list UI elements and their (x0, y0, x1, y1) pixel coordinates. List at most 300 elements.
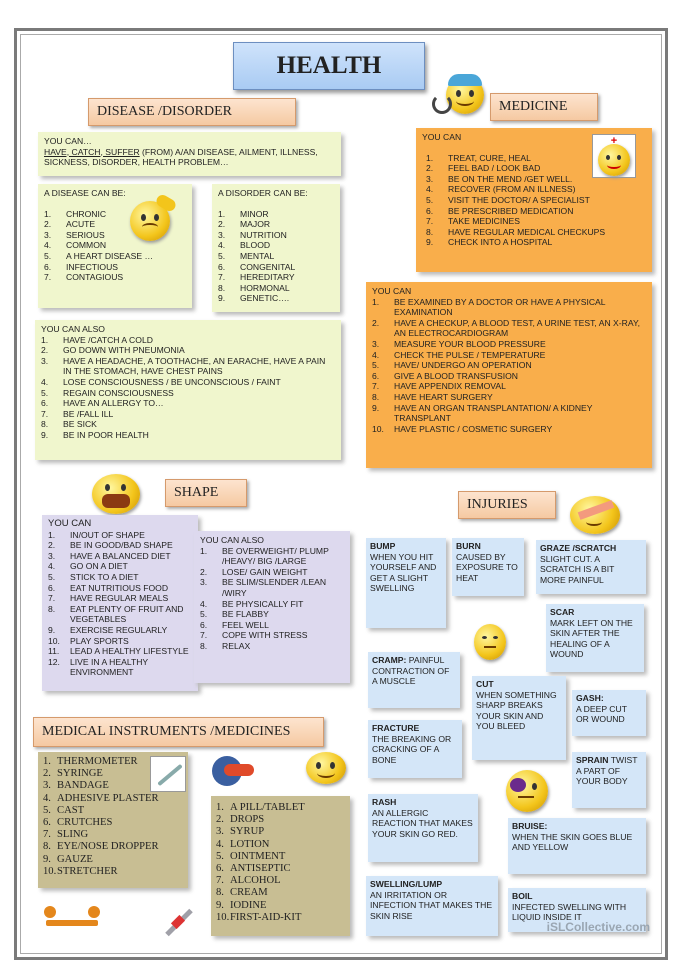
list-number: 1. (44, 208, 52, 219)
list-text: HAVE REGULAR MEALS (70, 593, 169, 604)
intro-line-2-rest: (FROM) A/AN DISEASE, AILMENT, ILLNESS, (139, 146, 318, 157)
list-number: 1. (48, 529, 56, 540)
rash-desc: AN ALLERGIC REACTION THAT MAKES YOUR SKIN GO RED. (372, 807, 473, 839)
list-number: 6. (41, 398, 49, 409)
label-instruments: MEDICAL INSTRUMENTS /MEDICINES (33, 717, 324, 747)
list-item (43, 829, 183, 841)
list-text: RECOVER (FROM AN ILLNESS) (448, 184, 576, 195)
list-text: BE IN GOOD/BAD SHAPE (70, 540, 173, 551)
list-item (426, 227, 646, 238)
list-number: 10. (48, 635, 60, 646)
list-text: CREAM (230, 887, 268, 899)
list-number: 5. (426, 194, 434, 205)
list-text: HAVE AN ORGAN TRANSPLANTATION/ A KIDNEY TRANSPLANT (394, 402, 593, 424)
thermometer-icon (150, 756, 186, 792)
bruised-face-icon (506, 770, 548, 812)
list-number: 4. (44, 240, 52, 251)
list-text: MINOR (240, 208, 269, 219)
list-number: 2. (216, 814, 224, 826)
fracture-desc: THE BREAKING OR CRACKING OF A BONE (372, 733, 452, 765)
sick-face-icon (130, 201, 170, 241)
list-number: 4. (218, 240, 226, 251)
list-number: 2. (43, 768, 51, 780)
intro-line-2 (44, 147, 335, 158)
list-number: 6. (216, 863, 224, 875)
list-text: FEEL WELL (222, 619, 269, 630)
list-number: 7. (48, 593, 56, 604)
list-number: 9. (216, 899, 224, 911)
page-title: HEALTH (233, 42, 425, 90)
list-item (41, 430, 335, 441)
list-item (218, 219, 334, 230)
list-number: 4. (372, 349, 380, 360)
list-item (372, 318, 646, 339)
shape-box-2 (194, 531, 350, 683)
list-text: CONGENITAL (240, 261, 296, 272)
list-number: 9. (218, 293, 226, 304)
list-text: SLING (57, 829, 89, 841)
list-item (372, 371, 646, 382)
list-number: 7. (200, 630, 208, 641)
list-text: CHECK INTO A HOSPITAL (448, 237, 553, 248)
list-item (372, 350, 646, 361)
list-number: 1. (216, 802, 224, 813)
list-item (218, 262, 334, 273)
list-number: 2. (200, 566, 208, 577)
list-number: 6. (44, 261, 52, 272)
list-item (218, 272, 334, 283)
list-number: 4. (43, 792, 51, 804)
list-item (372, 297, 646, 318)
list-item (218, 240, 334, 251)
list-text: TAKE MEDICINES (448, 216, 520, 227)
injury-fracture (368, 720, 462, 778)
list-item (200, 599, 344, 610)
list-number: 5. (43, 804, 51, 816)
injury-swelling (366, 876, 498, 936)
gash-title: GASH: (576, 693, 604, 703)
list-item (216, 826, 345, 838)
list-text: EAT NUTRITIOUS FOOD (70, 582, 169, 593)
injury-cramp (368, 652, 460, 708)
list-item (200, 577, 344, 598)
list-number: 3. (216, 826, 224, 838)
list-number: 3. (43, 780, 51, 792)
list-text: IN/OUT OF SHAPE (70, 529, 145, 540)
list-text: OINTMENT (230, 850, 286, 862)
list-text: BE PHYSICALLY FIT (222, 598, 304, 609)
list-item (372, 392, 646, 403)
list-item (200, 641, 344, 652)
bump-desc: WHEN YOU HIT YOURSELF AND GET A SLIGHT SWELLING (370, 551, 437, 594)
list-text: CRUTCHES (57, 817, 113, 829)
list-text: BE SLIM/SLENDER /LEAN /WIRY (222, 577, 327, 598)
list-number: 8. (372, 391, 380, 402)
eating-face-icon (92, 474, 140, 514)
pills-icon (210, 752, 258, 788)
list-item (48, 540, 192, 551)
list-item (426, 237, 646, 248)
boil-title: BOIL (512, 891, 533, 901)
medicines-list (216, 802, 345, 924)
list-item (48, 604, 192, 625)
list-number: 7. (372, 381, 380, 392)
list-text: HAVE HEART SURGERY (394, 391, 493, 402)
list-number: 1. (372, 296, 380, 307)
list-text: INFECTIOUS (66, 261, 119, 272)
list-number: 4. (41, 376, 49, 387)
list-item (41, 419, 335, 430)
list-text: HORMONAL (240, 282, 290, 293)
list-item (43, 866, 183, 878)
medicines-box (211, 796, 350, 936)
list-item (41, 388, 335, 399)
list-number: 9. (48, 624, 56, 635)
list-text: EYE/NOSE DROPPER (57, 841, 159, 853)
list-text: RELAX (222, 640, 251, 651)
list-number: 6. (48, 582, 56, 593)
list-text: GIVE A BLOOD TRANSFUSION (394, 370, 519, 381)
list-text: GO DOWN WITH PNEUMONIA (63, 345, 185, 356)
list-number: 8. (426, 226, 434, 237)
list-text: IODINE (230, 899, 267, 911)
bump-title: BUMP (370, 541, 396, 551)
scar-desc: MARK LEFT ON THE SKIN AFTER THE HEALING OF A WOUND (550, 617, 633, 660)
scar-title: SCAR (550, 607, 575, 617)
list-number: 3. (41, 355, 49, 366)
list-number: 9. (43, 853, 51, 865)
list-item (43, 793, 183, 805)
also-list (41, 335, 335, 441)
list-text: STRETCHER (57, 865, 118, 877)
list-number: 6. (426, 205, 434, 216)
shape2-head: YOU CAN ALSO (200, 535, 264, 545)
list-item (216, 802, 345, 814)
list-text: BE ON THE MEND /GET WELL. (448, 173, 573, 184)
bruise-title: BRUISE: (512, 821, 548, 831)
list-number: 7. (426, 216, 434, 227)
list-text: HAVE /CATCH A COLD (63, 334, 153, 345)
list-item (200, 609, 344, 620)
list-number: 7. (216, 875, 224, 887)
swelling-desc: AN IRRITATION OR INFECTION THAT MAKES THE SKIN RISE (370, 889, 493, 921)
cut-title: CUT (476, 679, 494, 689)
list-item (48, 572, 192, 583)
list-item (43, 805, 183, 817)
list-item (372, 424, 646, 435)
injury-bump (366, 538, 446, 628)
injury-graze (536, 540, 646, 594)
list-text: MENTAL (240, 250, 275, 261)
list-text: DROPS (230, 814, 265, 826)
bruise-desc: WHEN THE SKIN GOES BLUE AND YELLOW (512, 831, 633, 853)
burn-title: BURN (456, 541, 481, 551)
you-can-intro (38, 132, 341, 176)
list-number: 3. (426, 173, 434, 184)
list-text: A PILL/TABLET (230, 802, 305, 813)
list-text: FEEL BAD / LOOK BAD (448, 163, 541, 174)
you-can-also-box (35, 320, 341, 460)
list-item (48, 561, 192, 572)
list-text: BE EXAMINED BY A DOCTOR OR HAVE A PHYSICAL EXAMINATION (394, 296, 606, 318)
list-item (200, 567, 344, 578)
fracture-title: FRACTURE (372, 723, 420, 733)
list-text: PLAY SPORTS (70, 635, 129, 646)
list-item (372, 403, 646, 424)
list-number: 5. (41, 387, 49, 398)
injury-burn (452, 538, 524, 596)
disorder-box (212, 184, 340, 312)
medicine2-head: YOU CAN (372, 286, 412, 296)
injury-sprain (572, 752, 646, 808)
list-number: 8. (200, 640, 208, 651)
list-number: 7. (43, 829, 51, 841)
list-item (218, 230, 334, 241)
shape-box-1 (42, 515, 198, 691)
list-text: ADHESIVE PLASTER (57, 792, 159, 804)
list-item (216, 912, 345, 924)
cramp-desc: PAINFUL CONTRACTION OF A MUSCLE (372, 655, 450, 687)
list-text: COPE WITH STRESS (222, 630, 308, 641)
nurse-icon: + (592, 134, 636, 178)
label-medicine: MEDICINE (490, 93, 598, 121)
list-number: 5. (372, 360, 380, 371)
sprain-title: SPRAIN (576, 755, 609, 765)
list-number: 4. (48, 561, 56, 572)
list-item (43, 854, 183, 866)
watermark: iSLCollective.com (546, 920, 650, 934)
list-number: 12. (48, 656, 60, 667)
list-item (216, 887, 345, 899)
list-number: 10. (43, 865, 57, 877)
bandaged-face-icon (570, 496, 620, 534)
list-item (200, 630, 344, 641)
list-number: 7. (218, 272, 226, 283)
list-number: 2. (48, 540, 56, 551)
list-number: 6. (218, 261, 226, 272)
list-text: HAVE AN ALLERGY TO… (63, 398, 164, 409)
list-number: 1. (43, 756, 51, 767)
list-item (216, 814, 345, 826)
list-text: LOTION (230, 838, 270, 850)
list-number: 11. (48, 646, 60, 657)
list-item (48, 593, 192, 604)
list-text: HAVE A BALANCED DIET (70, 550, 171, 561)
list-number: 2. (426, 163, 434, 174)
list-number: 3. (372, 338, 380, 349)
list-text: HAVE A HEADACHE, A TOOTHACHE, AN EARACHE, HAVE A PAIN IN THE STOMACH, HAVE CHEST PAINS (63, 355, 326, 377)
cramp-title: CRAMP: (372, 655, 407, 665)
list-number: 8. (218, 282, 226, 293)
list-number: 4. (216, 838, 224, 850)
list-text: STICK TO A DIET (70, 571, 139, 582)
list-item (372, 339, 646, 350)
disease-head: A DISEASE CAN BE: (44, 188, 126, 198)
list-item (44, 251, 186, 262)
stretcher-icon (42, 900, 102, 938)
list-number: 6. (200, 619, 208, 630)
list-text: FIRST-AID-KIT (230, 911, 302, 923)
list-item (218, 293, 334, 304)
list-text: CAST (57, 804, 85, 816)
list-number: 3. (200, 577, 208, 588)
list-item (372, 360, 646, 371)
sprain-desc: TWIST A PART OF YOUR BODY (576, 755, 638, 787)
list-item (200, 620, 344, 631)
list-number: 9. (372, 402, 380, 413)
list-item (200, 546, 344, 567)
list-item (426, 184, 646, 195)
list-number: 8. (41, 419, 49, 430)
list-text: SYRINGE (57, 768, 103, 780)
list-text: BE IN POOR HEALTH (63, 429, 149, 440)
list-number: 1. (218, 208, 226, 219)
list-number: 3. (48, 550, 56, 561)
list-number: 7. (44, 272, 52, 283)
list-text: A HEART DISEASE … (66, 250, 154, 261)
list-item (218, 283, 334, 294)
label-injuries: INJURIES (458, 491, 556, 519)
list-item (43, 817, 183, 829)
list-number: 2. (218, 219, 226, 230)
list-text: EAT PLENTY OF FRUIT AND VEGETABLES (70, 603, 184, 625)
list-item (48, 657, 192, 678)
list-number: 3. (44, 229, 52, 240)
list-number: 9. (41, 429, 49, 440)
list-number: 5. (218, 250, 226, 261)
list-text: REGAIN CONSCIOUSNESS (63, 387, 174, 398)
list-number: 3. (218, 229, 226, 240)
list-text: BE FLABBY (222, 609, 269, 620)
list-text: BE OVERWEIGHT/ PLUMP /HEAVY/ BIG /LARGE (222, 545, 329, 567)
shape1-head: YOU CAN (48, 518, 92, 529)
list-text: SYRUP (230, 826, 265, 838)
list-text: NUTRITION (240, 229, 287, 240)
doctor-face-icon (446, 76, 484, 114)
list-text: VISIT THE DOCTOR/ A SPECIALIST (448, 194, 590, 205)
list-text: BE /FALL ILL (63, 408, 114, 419)
list-item (372, 381, 646, 392)
list-number: 1. (200, 545, 208, 556)
list-number: 4. (200, 598, 208, 609)
list-item (44, 240, 186, 251)
list-item (216, 851, 345, 863)
list-item (426, 206, 646, 217)
list-text: CHRONIC (66, 208, 107, 219)
list-item (48, 551, 192, 562)
cut-desc: WHEN SOMETHING SHARP BREAKS YOUR SKIN AND YOU BLEED (476, 689, 557, 732)
graze-title: GRAZE /SCRATCH (540, 543, 617, 553)
list-number: 8. (48, 603, 56, 614)
list-text: GENETIC…. (240, 293, 290, 304)
swelling-title: SWELLING/LUMP (370, 879, 443, 889)
list-number: 2. (41, 345, 49, 356)
list-item (48, 646, 192, 657)
list-text: COMMON (66, 240, 107, 251)
list-text: CHECK THE PULSE / TEMPERATURE (394, 349, 546, 360)
list-text: BLOOD (240, 240, 271, 251)
list-text: HAVE A CHECKUP, A BLOOD TEST, A URINE TEST, AN X-RAY, AN ELECTROCARDIOGRAM (394, 317, 640, 339)
list-text: MAJOR (240, 219, 271, 230)
list-number: 5. (216, 850, 224, 862)
list-number: 1. (426, 152, 434, 163)
list-item (43, 841, 183, 853)
medicine-box-2 (366, 282, 652, 468)
list-item (44, 272, 186, 283)
list-text: HAVE/ UNDERGO AN OPERATION (394, 360, 532, 371)
list-item (216, 900, 345, 912)
list-text: GAUZE (57, 853, 93, 865)
list-text: LIVE IN A HEALTHY ENVIRONMENT (70, 656, 149, 678)
list-number: 5. (200, 609, 208, 620)
list-number: 10. (216, 911, 230, 923)
list-number: 8. (216, 887, 224, 899)
also-head: YOU CAN ALSO (41, 324, 105, 334)
list-item (218, 209, 334, 220)
list-item (216, 839, 345, 851)
medicine2-list (372, 297, 646, 435)
list-item (44, 262, 186, 273)
list-number: 2. (44, 219, 52, 230)
disorder-list (218, 209, 334, 304)
list-number: 8. (43, 841, 51, 853)
list-text: LOSE CONSCIOUSNESS / BE UNCONSCIOUS / FAINT (63, 376, 281, 387)
list-text: EXERCISE REGULARLY (70, 624, 168, 635)
stethoscope-icon (432, 94, 452, 114)
list-text: HAVE REGULAR MEDICAL CHECKUPS (448, 226, 606, 237)
list-text: BE SICK (63, 419, 97, 430)
list-number: 5. (44, 250, 52, 261)
injury-gash (572, 690, 646, 736)
list-text: SERIOUS (66, 229, 105, 240)
rash-title: RASH (372, 797, 397, 807)
list-item (41, 335, 335, 346)
list-item (426, 216, 646, 227)
list-text: ALCOHOL (230, 875, 281, 887)
list-item (48, 583, 192, 594)
list-text: BANDAGE (57, 780, 109, 792)
list-number: 6. (372, 370, 380, 381)
crying-face-icon (474, 624, 506, 660)
list-item (218, 251, 334, 262)
label-disease-disorder: DISEASE /DISORDER (88, 98, 296, 126)
list-text: THERMOMETER (57, 756, 138, 767)
medicine-face-icon (306, 752, 346, 784)
list-text: LEAD A HEALTHY LIFESTYLE (70, 646, 189, 657)
graze-desc: SLIGHT CUT. A SCRATCH IS A BIT MORE PAINFUL (540, 553, 615, 585)
injury-cut (472, 676, 566, 760)
list-item (216, 875, 345, 887)
intro-line-3: SICKNESS, DISORDER, HEALTH PROBLEM… (44, 157, 229, 168)
list-item (48, 530, 192, 541)
list-text: ANTISEPTIC (230, 863, 291, 875)
intro-line-1: YOU CAN… (44, 136, 92, 146)
list-text: HAVE PLASTIC / COSMETIC SURGERY (394, 423, 553, 434)
disorder-head: A DISORDER CAN BE: (218, 188, 308, 198)
injury-bruise (508, 818, 646, 874)
intro-verbs: HAVE, CATCH, SUFFER (44, 146, 140, 157)
list-text: HAVE APPENDIX REMOVAL (394, 381, 506, 392)
list-item (41, 377, 335, 388)
boil-desc: INFECTED SWELLING WITH LIQUID INSIDE IT (512, 901, 627, 923)
injury-rash (368, 794, 478, 862)
shape2-list (200, 546, 344, 652)
list-number: 5. (48, 571, 56, 582)
list-text: BE PRESCRIBED MEDICATION (448, 205, 574, 216)
list-text: GO ON A DIET (70, 561, 128, 572)
medicine1-head: YOU CAN (422, 132, 462, 142)
list-item (216, 863, 345, 875)
